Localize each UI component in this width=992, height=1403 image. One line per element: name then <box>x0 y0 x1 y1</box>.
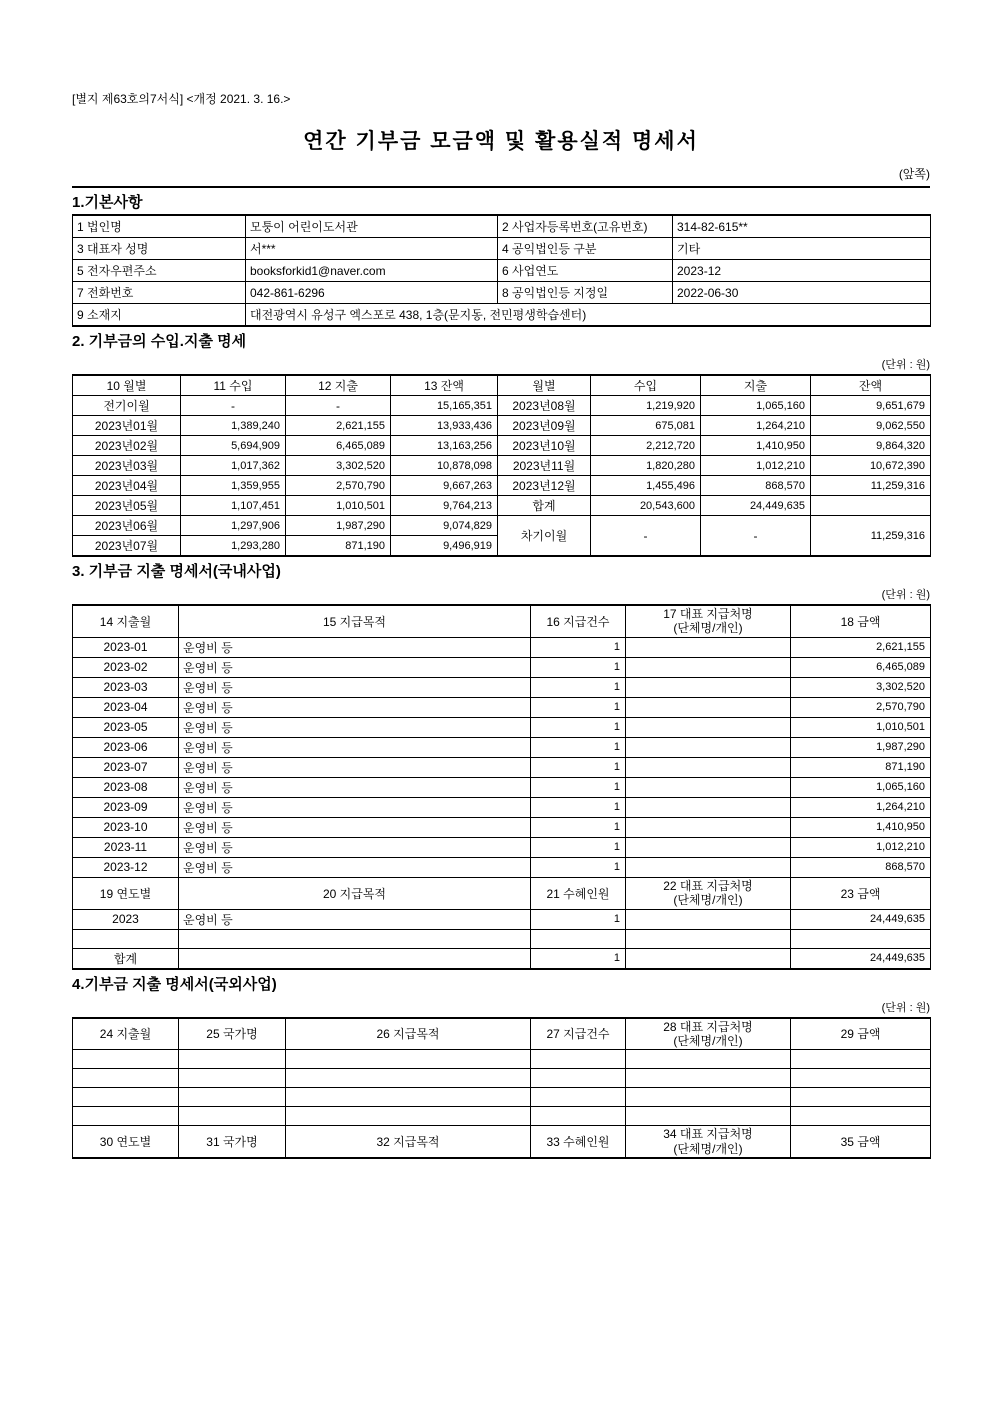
balance-cell: 9,864,320 <box>811 436 931 456</box>
carryover-balance-cell: 11,259,316 <box>811 516 931 557</box>
table-row <box>73 304 931 327</box>
count-cell: 1 <box>531 677 626 697</box>
balance-cell: 15,165,351 <box>391 396 498 416</box>
empty-cell <box>179 1069 286 1088</box>
purpose-cell: 운영비 등 <box>179 637 531 657</box>
header-row <box>73 1126 931 1158</box>
header-row <box>73 605 931 637</box>
expense-cell: 2,570,790 <box>286 476 391 496</box>
expense-cell: - <box>286 396 391 416</box>
payee-cell <box>626 637 791 657</box>
expense-month-cell: 2023-08 <box>73 777 179 797</box>
col-income-left: 11 수입 <box>181 375 286 396</box>
balance-cell <box>811 496 931 516</box>
table-row <box>73 637 931 657</box>
balance-cell: 11,259,316 <box>811 476 931 496</box>
purpose-cell: 운영비 등 <box>179 777 531 797</box>
col-payee-line2: (단체명/개인) <box>673 1141 743 1156</box>
empty-cell <box>73 1088 179 1107</box>
col-purpose: 15 지급목적 <box>179 605 531 637</box>
unit-label: (단위 : 원) <box>881 359 930 371</box>
purpose-cell: 운영비 등 <box>179 857 531 877</box>
payee-cell <box>626 657 791 677</box>
purpose-cell: 운영비 등 <box>179 817 531 837</box>
empty-cell <box>73 1107 179 1126</box>
amount-cell: 1,410,950 <box>791 817 931 837</box>
amount-cell <box>791 929 931 948</box>
email-label: 5 전자우편주소 <box>73 260 246 282</box>
overseas-expense-table <box>72 1017 931 1160</box>
col-amount: 23 금액 <box>791 877 931 909</box>
amount-cell: 2,621,155 <box>791 637 931 657</box>
col-country: 31 국가명 <box>179 1126 286 1158</box>
purpose-cell: 운영비 등 <box>179 757 531 777</box>
count-cell: 1 <box>531 697 626 717</box>
expense-cell: 1,012,210 <box>701 456 811 476</box>
section1-heading: 1.기본사항 <box>72 186 930 212</box>
expense-cell: 868,570 <box>701 476 811 496</box>
col-beneficiaries: 21 수혜인원 <box>531 877 626 909</box>
col-month-left: 10 월별 <box>73 375 181 396</box>
balance-cell: 13,163,256 <box>391 436 498 456</box>
domestic-expense-table <box>72 604 931 970</box>
amount-cell: 1,065,160 <box>791 777 931 797</box>
table-row <box>73 1107 931 1126</box>
col-year: 19 연도별 <box>73 877 179 909</box>
purpose-cell <box>179 948 531 969</box>
income-cell: - <box>181 396 286 416</box>
purpose-cell: 운영비 등 <box>179 797 531 817</box>
empty-cell <box>791 1088 931 1107</box>
month-cell: 2023년04월 <box>73 476 181 496</box>
payee-cell <box>626 929 791 948</box>
col-beneficiaries: 33 수혜인원 <box>531 1126 626 1158</box>
col-expense-right: 지출 <box>701 375 811 396</box>
amount-total-cell: 24,449,635 <box>791 948 931 969</box>
payee-cell <box>626 717 791 737</box>
table-row <box>73 697 931 717</box>
col-amount: 18 금액 <box>791 605 931 637</box>
table-row <box>73 657 931 677</box>
total-label-cell: 합계 <box>73 948 179 969</box>
purpose-cell: 운영비 등 <box>179 837 531 857</box>
empty-cell <box>73 1050 179 1069</box>
table-row <box>73 456 931 476</box>
income-cell: 1,107,451 <box>181 496 286 516</box>
income-cell: 1,389,240 <box>181 416 286 436</box>
col-payee <box>626 605 791 637</box>
section4-heading: 4.기부금 지출 명세서(국외사업) <box>72 975 277 993</box>
col-country: 25 국가명 <box>179 1018 286 1050</box>
col-payee-line2: (단체명/개인) <box>673 621 743 636</box>
corp-name-value: 모퉁이 어린이도서관 <box>246 215 498 238</box>
amount-cell: 6,465,089 <box>791 657 931 677</box>
expense-month-cell: 2023-03 <box>73 677 179 697</box>
expense-total-cell: 24,449,635 <box>701 496 811 516</box>
count-cell: 1 <box>531 837 626 857</box>
col-purpose: 32 지급목적 <box>286 1126 531 1158</box>
month-cell: 2023년12월 <box>498 476 591 496</box>
col-purpose: 26 지급목적 <box>286 1018 531 1050</box>
balance-cell: 13,933,436 <box>391 416 498 436</box>
org-type-label: 4 공익법인등 구분 <box>498 238 673 260</box>
amount-cell: 1,012,210 <box>791 837 931 857</box>
income-expense-table <box>72 374 931 557</box>
col-payee <box>626 1018 791 1050</box>
month-cell: 2023년11월 <box>498 456 591 476</box>
count-cell: 1 <box>531 717 626 737</box>
income-cell: 5,694,909 <box>181 436 286 456</box>
payee-cell <box>626 797 791 817</box>
col-year: 30 연도별 <box>73 1126 179 1158</box>
count-cell: 1 <box>531 797 626 817</box>
col-payee-line2: (단체명/개인) <box>673 893 743 908</box>
purpose-cell: 운영비 등 <box>179 657 531 677</box>
expense-month-cell: 2023-10 <box>73 817 179 837</box>
amount-cell: 871,190 <box>791 757 931 777</box>
expense-cell: 2,621,155 <box>286 416 391 436</box>
carryover-expense-cell: - <box>701 516 811 557</box>
designation-date-value: 2022-06-30 <box>673 282 931 304</box>
col-payee-line1: 17 대표 지급처명 <box>663 607 753 621</box>
phone-label: 7 전화번호 <box>73 282 246 304</box>
empty-cell <box>626 1088 791 1107</box>
table-row <box>73 909 931 929</box>
fiscal-year-value: 2023-12 <box>673 260 931 282</box>
amount-cell: 3,302,520 <box>791 677 931 697</box>
income-cell: 1,293,280 <box>181 536 286 557</box>
col-payee-line2: (단체명/개인) <box>673 1033 743 1048</box>
table-row <box>73 837 931 857</box>
month-cell: 2023년06월 <box>73 516 181 536</box>
basic-info-table <box>72 214 931 327</box>
amount-cell: 1,010,501 <box>791 717 931 737</box>
address-value: 대전광역시 유성구 엑스포로 438, 1층(문지동, 전민평생학습센터) <box>246 304 931 327</box>
payee-cell <box>626 817 791 837</box>
table-row <box>73 1088 931 1107</box>
expense-month-cell: 2023-01 <box>73 637 179 657</box>
month-cell: 2023년10월 <box>498 436 591 456</box>
table-row <box>73 777 931 797</box>
org-type-value: 기타 <box>673 238 931 260</box>
beneficiaries-cell: 1 <box>531 909 626 929</box>
expense-month-cell: 2023-05 <box>73 717 179 737</box>
empty-cell <box>531 1088 626 1107</box>
table-row <box>73 282 931 304</box>
empty-cell <box>179 1050 286 1069</box>
purpose-cell <box>179 929 531 948</box>
table-row <box>73 757 931 777</box>
empty-cell <box>286 1069 531 1088</box>
balance-cell: 9,062,550 <box>811 416 931 436</box>
empty-cell <box>626 1069 791 1088</box>
header-row <box>73 1018 931 1050</box>
amount-cell: 1,264,210 <box>791 797 931 817</box>
table-row <box>73 717 931 737</box>
balance-cell: 10,878,098 <box>391 456 498 476</box>
fiscal-year-label: 6 사업연도 <box>498 260 673 282</box>
balance-cell: 9,496,919 <box>391 536 498 557</box>
payee-cell <box>626 677 791 697</box>
income-cell: 1,820,280 <box>591 456 701 476</box>
expense-cell: 6,465,089 <box>286 436 391 456</box>
page-title: 연간 기부금 모금액 및 활용실적 명세서 <box>303 130 699 153</box>
expense-cell: 871,190 <box>286 536 391 557</box>
purpose-cell: 운영비 등 <box>179 737 531 757</box>
empty-cell <box>531 1069 626 1088</box>
col-amount: 35 금액 <box>791 1126 931 1158</box>
col-payment-count: 27 지급건수 <box>531 1018 626 1050</box>
col-balance-left: 13 잔액 <box>391 375 498 396</box>
expense-month-cell: 2023-11 <box>73 837 179 857</box>
empty-cell <box>179 1088 286 1107</box>
unit-label: (단위 : 원) <box>881 589 930 601</box>
table-row <box>73 516 931 536</box>
beneficiaries-cell <box>531 929 626 948</box>
table-row <box>73 260 931 282</box>
month-cell: 2023년02월 <box>73 436 181 456</box>
table-row <box>73 436 931 456</box>
col-expense-month: 14 지출월 <box>73 605 179 637</box>
payee-cell <box>626 857 791 877</box>
balance-cell: 9,651,679 <box>811 396 931 416</box>
empty-cell <box>791 1069 931 1088</box>
balance-cell: 9,667,263 <box>391 476 498 496</box>
purpose-cell: 운영비 등 <box>179 677 531 697</box>
income-cell: 1,017,362 <box>181 456 286 476</box>
empty-cell <box>531 1107 626 1126</box>
income-cell: 675,081 <box>591 416 701 436</box>
purpose-cell: 운영비 등 <box>179 717 531 737</box>
col-balance-right: 잔액 <box>811 375 931 396</box>
expense-cell: 1,264,210 <box>701 416 811 436</box>
empty-cell <box>179 1107 286 1126</box>
purpose-cell: 운영비 등 <box>179 697 531 717</box>
section3-heading: 3. 기부금 지출 명세서(국내사업) <box>72 563 281 580</box>
income-cell: 1,359,955 <box>181 476 286 496</box>
table-row <box>73 929 931 948</box>
payee-cell <box>626 837 791 857</box>
front-side-label: (앞쪽) <box>898 167 930 181</box>
empty-cell <box>791 1050 931 1069</box>
table-row <box>73 496 931 516</box>
table-row <box>73 1069 931 1088</box>
balance-cell: 10,672,390 <box>811 456 931 476</box>
payee-cell <box>626 948 791 969</box>
income-cell: 1,297,906 <box>181 516 286 536</box>
year-cell: 2023 <box>73 909 179 929</box>
address-label: 9 소재지 <box>73 304 246 327</box>
phone-value: 042-861-6296 <box>246 282 498 304</box>
payee-cell <box>626 737 791 757</box>
beneficiaries-cell: 1 <box>531 948 626 969</box>
col-payee-line1: 22 대표 지급처명 <box>663 878 753 893</box>
col-expense-month: 24 지출월 <box>73 1018 179 1050</box>
amount-cell: 2,570,790 <box>791 697 931 717</box>
payee-cell <box>626 757 791 777</box>
table-row <box>73 1050 931 1069</box>
expense-cell: 1,987,290 <box>286 516 391 536</box>
purpose-cell: 운영비 등 <box>179 909 531 929</box>
year-cell <box>73 929 179 948</box>
count-cell: 1 <box>531 657 626 677</box>
corp-name-label: 1 법인명 <box>73 215 246 238</box>
count-cell: 1 <box>531 757 626 777</box>
income-cell: 1,455,496 <box>591 476 701 496</box>
count-cell: 1 <box>531 777 626 797</box>
col-payee-line1: 34 대표 지급처명 <box>663 1127 753 1142</box>
col-payee-line1: 28 대표 지급처명 <box>663 1019 753 1034</box>
table-row <box>73 396 931 416</box>
income-total-cell: 20,543,600 <box>591 496 701 516</box>
col-income-right: 수입 <box>591 375 701 396</box>
table-row <box>73 857 931 877</box>
income-cell: 1,219,920 <box>591 396 701 416</box>
header-row <box>73 375 931 396</box>
month-cell: 2023년05월 <box>73 496 181 516</box>
biz-reg-no-value: 314-82-615** <box>673 215 931 238</box>
col-payee <box>626 1126 791 1158</box>
payee-cell <box>626 777 791 797</box>
expense-month-cell: 2023-02 <box>73 657 179 677</box>
table-row <box>73 416 931 436</box>
expense-cell: 1,410,950 <box>701 436 811 456</box>
representative-label: 3 대표자 성명 <box>73 238 246 260</box>
empty-cell <box>791 1107 931 1126</box>
expense-month-cell: 2023-09 <box>73 797 179 817</box>
payee-cell <box>626 909 791 929</box>
table-row <box>73 677 931 697</box>
expense-cell: 1,065,160 <box>701 396 811 416</box>
expense-cell: 1,010,501 <box>286 496 391 516</box>
month-cell: 2023년09월 <box>498 416 591 436</box>
table-row <box>73 817 931 837</box>
expense-month-cell: 2023-06 <box>73 737 179 757</box>
empty-cell <box>286 1107 531 1126</box>
section2-heading: 2. 기부금의 수입.지출 명세 <box>72 333 247 350</box>
table-row <box>73 948 931 969</box>
count-cell: 1 <box>531 737 626 757</box>
expense-cell: 3,302,520 <box>286 456 391 476</box>
month-cell: 2023년08월 <box>498 396 591 416</box>
table-row <box>73 737 931 757</box>
carryover-label-cell: 차기이월 <box>498 516 591 557</box>
count-cell: 1 <box>531 637 626 657</box>
empty-cell <box>531 1050 626 1069</box>
amount-cell: 868,570 <box>791 857 931 877</box>
balance-cell: 9,764,213 <box>391 496 498 516</box>
payee-cell <box>626 697 791 717</box>
header-row <box>73 877 931 909</box>
month-cell: 2023년03월 <box>73 456 181 476</box>
email-value: booksforkid1@naver.com <box>246 260 498 282</box>
table-row <box>73 215 931 238</box>
empty-cell <box>626 1107 791 1126</box>
balance-cell: 9,074,829 <box>391 516 498 536</box>
table-row <box>73 797 931 817</box>
representative-value: 서*** <box>246 238 498 260</box>
month-cell: 2023년07월 <box>73 536 181 557</box>
designation-date-label: 8 공익법인등 지정일 <box>498 282 673 304</box>
income-cell: 2,212,720 <box>591 436 701 456</box>
count-cell: 1 <box>531 817 626 837</box>
expense-month-cell: 2023-04 <box>73 697 179 717</box>
month-cell: 전기이월 <box>73 396 181 416</box>
col-payment-count: 16 지급건수 <box>531 605 626 637</box>
expense-month-cell: 2023-12 <box>73 857 179 877</box>
month-cell: 2023년01월 <box>73 416 181 436</box>
expense-month-cell: 2023-07 <box>73 757 179 777</box>
count-cell: 1 <box>531 857 626 877</box>
empty-cell <box>286 1050 531 1069</box>
empty-cell <box>73 1069 179 1088</box>
col-expense-left: 12 지출 <box>286 375 391 396</box>
total-label-cell: 합계 <box>498 496 591 516</box>
amount-cell: 24,449,635 <box>791 909 931 929</box>
col-amount: 29 금액 <box>791 1018 931 1050</box>
col-purpose: 20 지급목적 <box>179 877 531 909</box>
col-payee <box>626 877 791 909</box>
empty-cell <box>286 1088 531 1107</box>
table-row <box>73 238 931 260</box>
empty-cell <box>626 1050 791 1069</box>
biz-reg-no-label: 2 사업자등록번호(고유번호) <box>498 215 673 238</box>
unit-label: (단위 : 원) <box>881 1001 930 1014</box>
amount-cell: 1,987,290 <box>791 737 931 757</box>
form-number-note: [별지 제63호의7서식] <개정 2021. 3. 16.> <box>72 92 291 106</box>
col-month-right: 월별 <box>498 375 591 396</box>
table-row <box>73 476 931 496</box>
carryover-income-cell: - <box>591 516 701 557</box>
